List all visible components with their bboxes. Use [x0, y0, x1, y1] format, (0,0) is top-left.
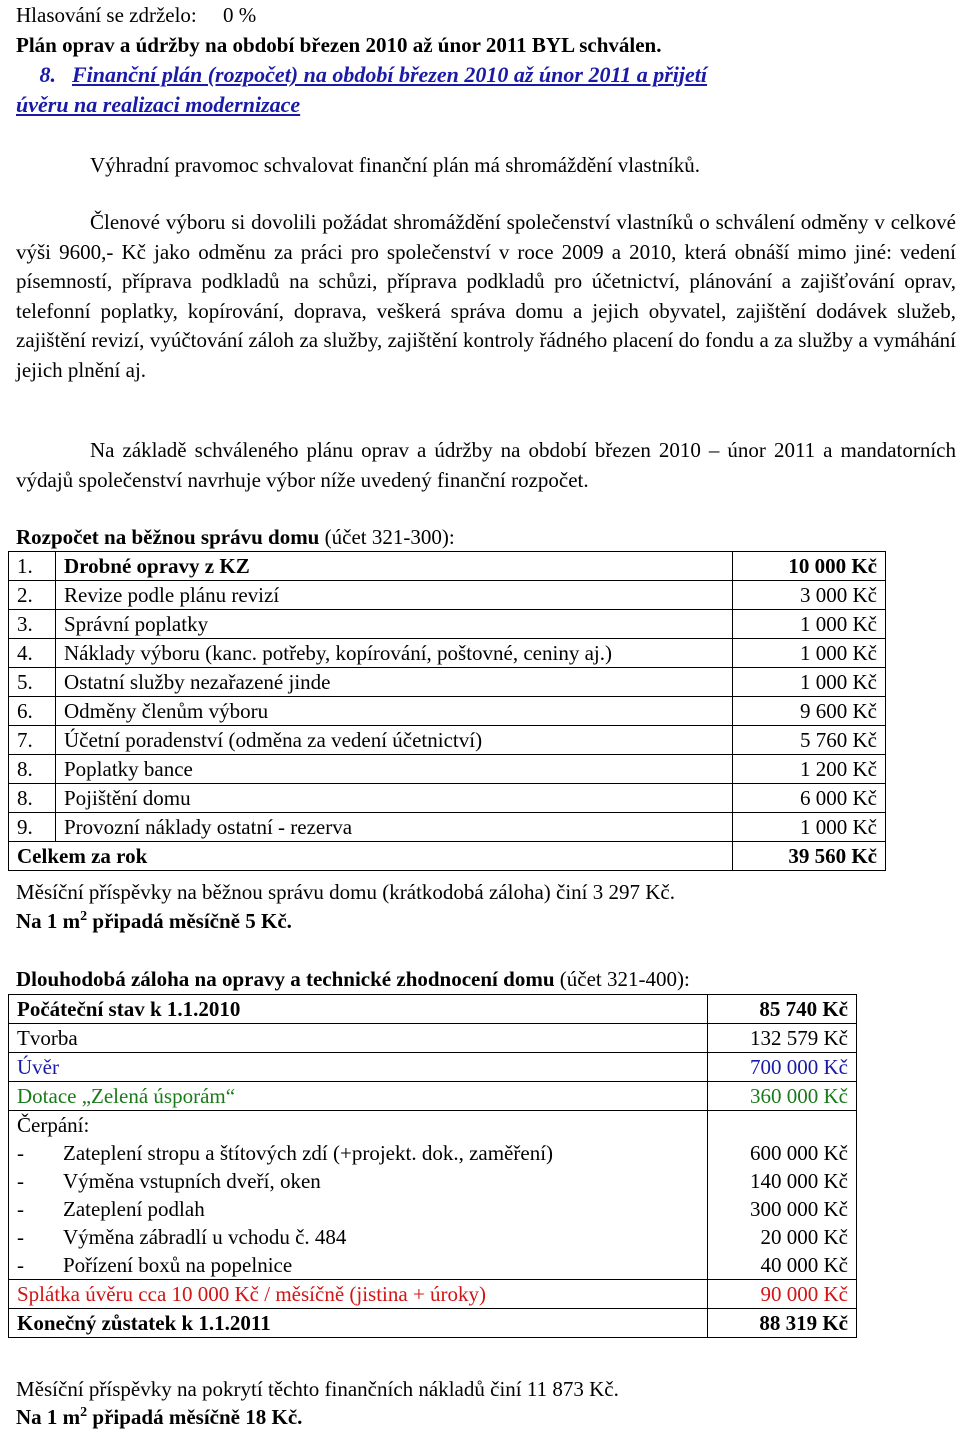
longterm-per-m2	[16, 1404, 302, 1430]
budget-row-amount: 3 000 Kč	[733, 581, 886, 610]
creation-label: Tvorba	[9, 1024, 708, 1053]
start-amount: 85 740 Kč	[708, 995, 857, 1024]
budget-row-amount: 1 000 Kč	[733, 639, 886, 668]
budget-row-num: 9.	[9, 813, 56, 842]
longterm-monthly: Měsíční příspěvky na pokrytí těchto finančních nákladů činí 11 873 Kč.	[16, 1377, 619, 1401]
draw-row	[9, 1195, 857, 1223]
longterm-title-rest: (účet 321-400):	[554, 967, 690, 991]
draw-item-label: Pořízení boxů na popelnice	[63, 1252, 293, 1277]
vote-abstain-value: 0 %	[223, 3, 257, 27]
budget-row-num: 1.	[9, 552, 56, 581]
approval-statement: Plán oprav a údržby na období březen 2010 až únor 2011 BYL schválen.	[16, 33, 662, 57]
budget-row-num: 3.	[9, 610, 56, 639]
budget-row-num: 5.	[9, 668, 56, 697]
vote-abstain-label: Hlasování se zdrželo:	[16, 3, 197, 27]
budget-row-num: 8.	[9, 784, 56, 813]
grant-label: Dotace „Zelená úsporám“	[9, 1082, 708, 1111]
draw-row	[9, 1167, 857, 1195]
table-row	[9, 639, 886, 668]
draw-item-amount: 300 000 Kč	[708, 1195, 857, 1223]
budget-per-m2	[16, 908, 292, 934]
table-row	[9, 697, 886, 726]
budget-row-num: 6.	[9, 697, 56, 726]
draw-item-label: Výměna vstupních dveří, oken	[63, 1168, 321, 1193]
draw-item	[9, 1223, 708, 1251]
table-row	[9, 668, 886, 697]
table-row	[9, 1280, 857, 1309]
budget-row-num: 8.	[9, 755, 56, 784]
budget-per-m2-a: Na 1 m	[16, 909, 81, 933]
section-8-title-line1: Finanční plán (rozpočet) na období březen 2010 až únor 2011 a přijetí	[72, 62, 708, 87]
budget-row-amount: 5 760 Kč	[733, 726, 886, 755]
budget-row-amount: 1 000 Kč	[733, 813, 886, 842]
budget-title-bold: Rozpočet na běžnou správu domu	[16, 525, 320, 549]
budget-row-desc: Ostatní služby nezařazené jinde	[56, 668, 733, 697]
budget-row-amount: 1 000 Kč	[733, 668, 886, 697]
budget-per-m2-b: připadá měsíčně 5 Kč.	[87, 909, 292, 933]
longterm-title-bold: Dlouhodobá záloha na opravy a technické zhodnocení domu	[16, 967, 555, 991]
longterm-title	[16, 966, 690, 992]
draw-row	[9, 1251, 857, 1280]
draw-amount-empty	[708, 1111, 857, 1140]
table-row	[9, 610, 886, 639]
budget-table	[8, 551, 886, 871]
budget-title-rest: (účet 321-300):	[319, 525, 455, 549]
bullet-dash: -	[17, 1224, 24, 1249]
bullet-dash: -	[17, 1252, 24, 1277]
budget-total-amount: 39 560 Kč	[733, 842, 886, 871]
budget-row-amount: 10 000 Kč	[733, 552, 886, 581]
table-row	[9, 1309, 857, 1338]
table-row	[9, 755, 886, 784]
draw-label: Čerpání:	[9, 1111, 708, 1140]
grant-amount: 360 000 Kč	[708, 1082, 857, 1111]
longterm-per-m2-b: připadá měsíčně 18 Kč.	[87, 1405, 303, 1429]
draw-item-amount: 20 000 Kč	[708, 1223, 857, 1251]
budget-row-desc: Revize podle plánu revizí	[56, 581, 733, 610]
bullet-dash: -	[17, 1140, 24, 1165]
budget-row-num: 7.	[9, 726, 56, 755]
budget-row-amount: 1 200 Kč	[733, 755, 886, 784]
committee-paragraph-text: Členové výboru si dovolili požádat shromáždění společenství vlastníků o schválení odměny v celkové výši 9600,- Kč jako odměnu za práci pro společenství v roce 2009 a 2010, která obnáší mimo jiné: vedení písemností, příprava podkladů na schůzi, příprava podkladů pro účetnictví, plánování a zajišťování oprav, telefonní poplatky, kopírování, doprava, veškerá správa domu a jejich obyvatel, zajištění dodávek služeb, zajištění revizí, vyúčtování záloh za služby, zajištění kontroly řádného placení do fondu a za služby a vymáhání jejich plnění aj.	[16, 210, 956, 382]
budget-row-desc: Správní poplatky	[56, 610, 733, 639]
end-label: Konečný zůstatek k 1.1.2011	[9, 1309, 708, 1338]
table-row	[9, 726, 886, 755]
exclusive-power-text: Výhradní pravomoc schvalovat finanční plán má shromáždění vlastníků.	[90, 153, 700, 177]
bullet-dash: -	[17, 1196, 24, 1221]
section-8-number: 8.	[39, 62, 56, 87]
end-amount: 88 319 Kč	[708, 1309, 857, 1338]
draw-item-amount: 40 000 Kč	[708, 1251, 857, 1280]
longterm-per-m2-a: Na 1 m	[16, 1405, 81, 1429]
budget-row-desc: Drobné opravy z KZ	[56, 552, 733, 581]
start-label: Počáteční stav k 1.1.2010	[9, 995, 708, 1024]
budget-row-amount: 9 600 Kč	[733, 697, 886, 726]
budget-row-amount: 1 000 Kč	[733, 610, 886, 639]
draw-item-amount: 600 000 Kč	[708, 1139, 857, 1167]
budget-row-desc: Pojištění domu	[56, 784, 733, 813]
table-row-total	[9, 842, 886, 871]
section-8-heading	[16, 60, 956, 120]
budget-total-label: Celkem za rok	[9, 842, 733, 871]
vote-abstain	[16, 2, 256, 28]
draw-item-label: Zateplení stropu a štítových zdí (+projekt. dok., zaměření)	[63, 1140, 554, 1165]
budget-title	[16, 524, 455, 550]
table-row	[9, 784, 886, 813]
basis-paragraph-text: Na základě schváleného plánu oprav a údržby na období březen 2010 – únor 2011 a mandatorních výdajů společenství navrhuje výbor níže uvedený finanční rozpočet.	[16, 438, 956, 492]
budget-row-desc: Poplatky bance	[56, 755, 733, 784]
budget-row-desc: Účetní poradenství (odměna za vedení účetnictví)	[56, 726, 733, 755]
budget-row-desc: Odměny členům výboru	[56, 697, 733, 726]
draw-item-label: Zateplení podlah	[63, 1196, 205, 1221]
draw-item	[9, 1251, 708, 1280]
loan-amount: 700 000 Kč	[708, 1053, 857, 1082]
draw-item	[9, 1195, 708, 1223]
draw-item	[9, 1139, 708, 1167]
budget-row-num: 4.	[9, 639, 56, 668]
repay-amount: 90 000 Kč	[708, 1280, 857, 1309]
table-row	[9, 1053, 857, 1082]
table-row	[9, 552, 886, 581]
creation-amount: 132 579 Kč	[708, 1024, 857, 1053]
budget-monthly: Měsíční příspěvky na běžnou správu domu (krátkodobá záloha) činí 3 297 Kč.	[16, 880, 675, 904]
draw-row	[9, 1223, 857, 1251]
draw-item-label: Výměna zábradlí u vchodu č. 484	[63, 1224, 347, 1249]
section-8-title-line2: úvěru na realizaci modernizace	[16, 92, 301, 117]
budget-row-num: 2.	[9, 581, 56, 610]
budget-row-desc: Provozní náklady ostatní - rezerva	[56, 813, 733, 842]
draw-row	[9, 1139, 857, 1167]
table-row	[9, 581, 886, 610]
repay-label: Splátka úvěru cca 10 000 Kč / měsíčně (jistina + úroky)	[9, 1280, 708, 1309]
table-row	[9, 995, 857, 1024]
bullet-dash: -	[17, 1168, 24, 1193]
table-row	[9, 1024, 857, 1053]
table-row	[9, 1111, 857, 1140]
budget-per-m2-sup: 2	[80, 909, 88, 924]
table-row	[9, 1082, 857, 1111]
basis-paragraph	[16, 436, 956, 495]
longterm-table	[8, 994, 857, 1338]
budget-row-desc: Náklady výboru (kanc. potřeby, kopírování, poštovné, ceniny aj.)	[56, 639, 733, 668]
table-row	[9, 813, 886, 842]
budget-row-amount: 6 000 Kč	[733, 784, 886, 813]
draw-item-amount: 140 000 Kč	[708, 1167, 857, 1195]
draw-item	[9, 1167, 708, 1195]
loan-label: Úvěr	[9, 1053, 708, 1082]
committee-paragraph	[16, 208, 956, 385]
longterm-per-m2-sup: 2	[80, 1405, 88, 1420]
